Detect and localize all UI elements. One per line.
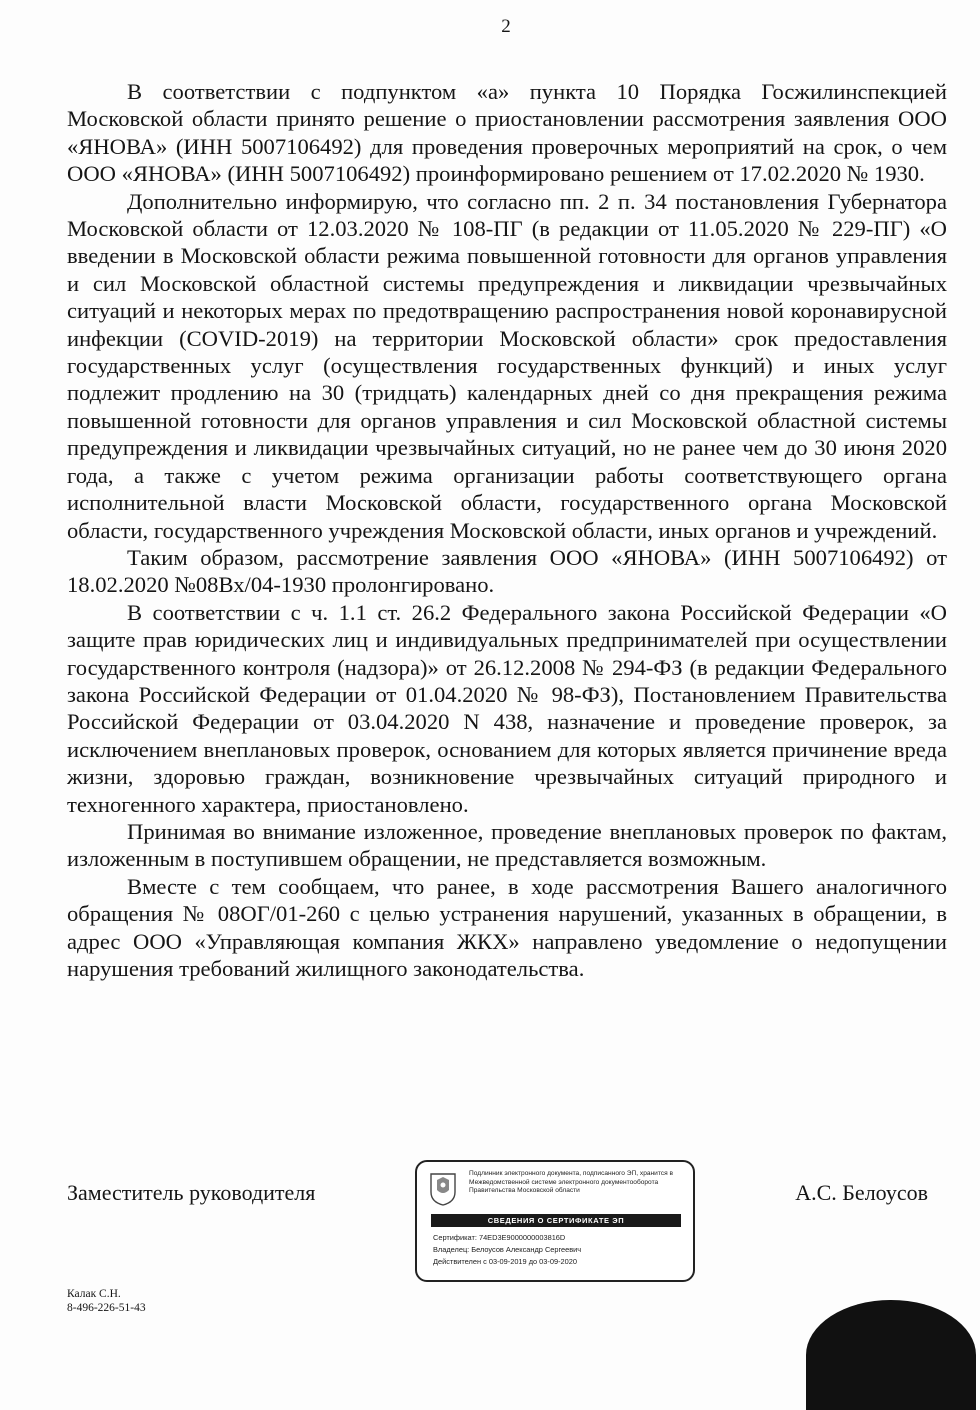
stamp-header: СВЕДЕНИЯ О СЕРТИФИКАТЕ ЭП: [431, 1214, 681, 1227]
paragraph: Таким образом, рассмотрение заявления ООО «ЯНОВА» (ИНН 5007106492) от 18.02.2020 №08Вх/04-1930 пролонгировано.: [67, 544, 947, 598]
stamp-validity: Действителен с 03-09-2019 до 03-09-2020: [433, 1257, 577, 1266]
coat-of-arms-icon: [429, 1172, 457, 1206]
paragraph: Вместе с тем сообщаем, что ранее, в ходе рассмотрения Вашего аналогичного обращения № 08ОГ/01-260 с целью устранения нарушений, указанных в обращении, в адрес ООО «Управляющая компания ЖКХ» направлено уведомление о недопущении нарушения требований жилищного законодательства.: [67, 873, 947, 981]
paragraph: Принимая во внимание изложенное, проведение внеплановых проверок по фактам, изложенным в поступившем обращении, не представляется возможным.: [67, 818, 947, 872]
executor-phone: 8-496-226-51-43: [67, 1302, 146, 1314]
executor-info: [67, 1287, 146, 1315]
paragraph: Дополнительно информирую, что согласно пп. 2 п. 34 постановления Губернатора Московской области от 12.03.2020 № 108-ПГ (в редакции от 11.05.2020 № 229-ПГ) «О введении в Московской области режима повышенной готовности для органов управления и сил Московской областной системы предупреждения и ликвидации чрезвычайных ситуаций и некоторых мерах по предотвращению распространения новой коронавирусной инфекции (COVID-2019) на территории Московской области» срок предоставления государственных услуг (осуществления государственных функций) и иных услуг подлежит продлению на 30 (тридцать) календарных дней со дня прекращения режима повышенной готовности для органов управления и сил Московской областной системы предупреждения и ликвидации чрезвычайных ситуаций, но не ранее чем до 30 июня 2020 года, а также с учетом режима организации работы соответствующего органа исполнительной власти Московской области, государственного органа Московской области, государственного учреждения Московской области, иных органов и учреждений.: [67, 188, 947, 543]
stamp-certificate: Сертификат: 74ED3E9000000003816D: [433, 1233, 566, 1242]
paragraph: В соответствии с ч. 1.1 ст. 26.2 Федерального закона Российской Федерации «О защите прав юридических лиц и индивидуальных предпринимателей при осуществлении государственного контроля (надзора)» от 26.12.2008 № 294-ФЗ (в редакции Федерального закона Российской Федерации от 01.04.2020 № 98-ФЗ), Постановлением Правительства Российской Федерации от 03.04.2020 N 438, назначение и проведение проверок, за исключением внеплановых проверок, основанием для которых является причинение вреда жизни, здоровью граждан, возникновение чрезвычайных ситуаций природного и техногенного характера, приостановлено.: [67, 599, 947, 817]
corner-shadow: [806, 1300, 976, 1410]
signer-name: А.С. Белоусов: [795, 1180, 928, 1205]
stamp-owner: Владелец: Белоусов Александр Сергеевич: [433, 1245, 582, 1254]
e-signature-stamp: [415, 1160, 695, 1282]
executor-name: Калак С.Н.: [67, 1288, 121, 1300]
page-number: 2: [501, 16, 511, 37]
paragraph: В соответствии с подпунктом «а» пункта 10 Порядка Госжилинспекцией Московской области принято решение о приостановлении рассмотрения заявления ООО «ЯНОВА» (ИНН 5007106492) для проведения проверочных мероприятий на срок, о чем ООО «ЯНОВА» (ИНН 5007106492) проинформировано решением от 17.02.2020 № 1930.: [67, 79, 947, 187]
signer-title: Заместитель руководителя: [67, 1180, 316, 1205]
stamp-notice: Подлинник электронного документа, подписанного ЭП, хранится в Межведомственной системе электронного документооборота Правительства Московской области: [469, 1170, 674, 1195]
letter-body: [67, 78, 947, 982]
